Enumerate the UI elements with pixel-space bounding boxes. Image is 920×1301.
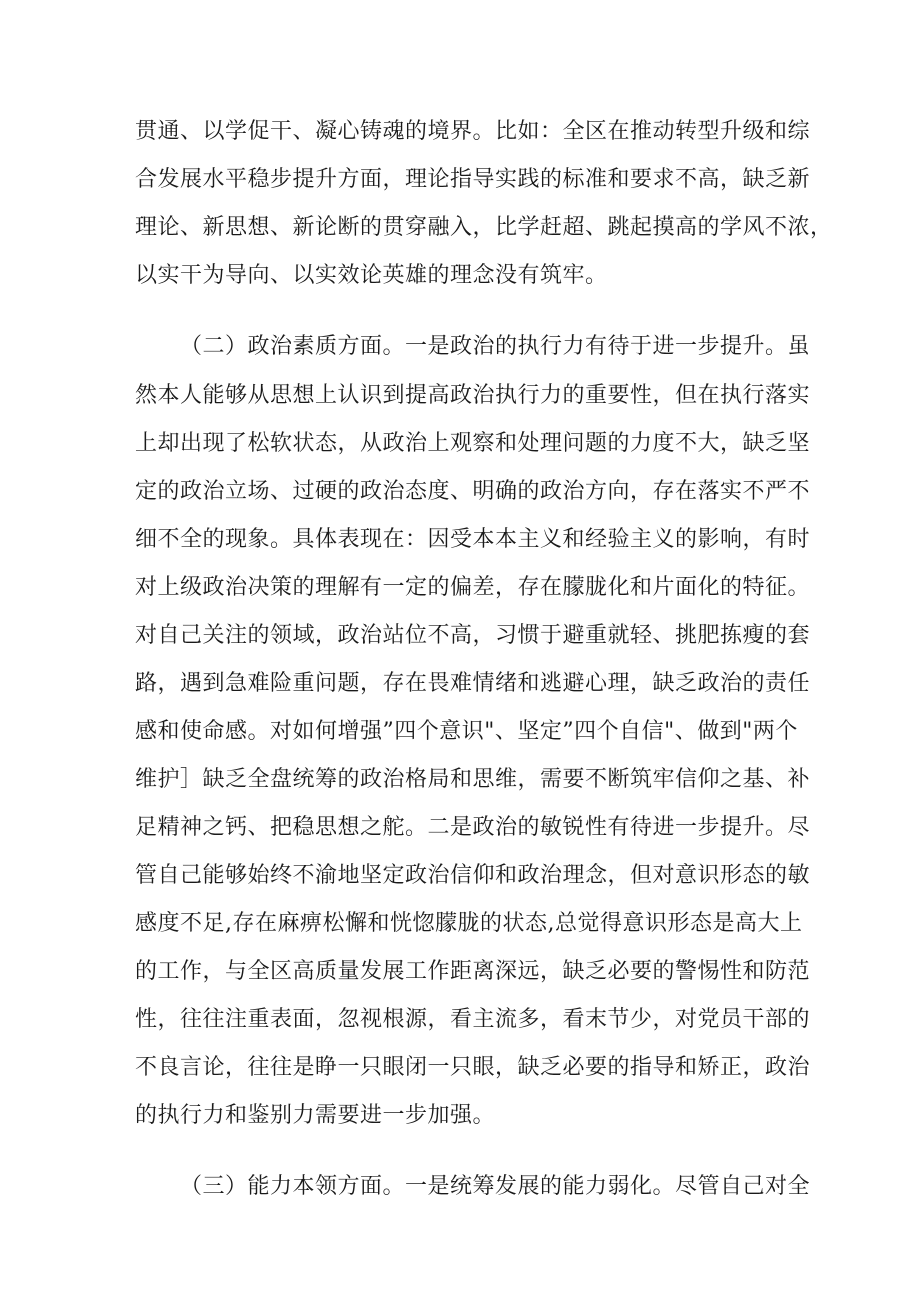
text-line: 理论、新思想、新论断的贯穿融入，比学赶超、跳起摸高的学风不浓， — [135, 215, 833, 240]
text-line: （二）政治素质方面。一是政治的执行力有待于进一步提升。虽 — [180, 334, 811, 359]
text-line: 维护］缺乏全盘统筹的政治格局和思维，需要不断筑牢信仰之基、补 — [135, 767, 811, 792]
text-line: 对自己关注的领域，政治站位不高，习惯于避重就轻、挑肥拣瘦的套 — [135, 623, 811, 648]
text-line: （三）能力本领方面。一是统筹发展的能力弱化。尽管自己对全 — [180, 1174, 811, 1199]
text-line: 感度不足,存在麻痹松懈和恍惚朦胧的状态,总觉得意识形态是高大上 — [135, 911, 803, 936]
text-line: 上却出现了松软状态，从政治上观察和处理问题的力度不大，缺乏坚 — [135, 431, 811, 456]
text-line: 不良言论，往往是睁一只眼闭一只眼，缺乏必要的指导和矫正，政治 — [135, 1055, 811, 1080]
text-line: 细不全的现象。具体表现在：因受本本主义和经验主义的影响，有时 — [135, 527, 811, 552]
text-line: 感和使命感。对如何增强”四个意识"、坚定”四个自信"、做到"两个 — [135, 719, 798, 744]
text-line: 定的政治立场、过硬的政治态度、明确的政治方向，存在落实不严不 — [135, 479, 811, 504]
text-line: 对上级政治决策的理解有一定的偏差，存在朦胧化和片面化的特征。 — [135, 575, 811, 600]
text-line: 的执行力和鉴别力需要进一步加强。 — [135, 1103, 496, 1128]
text-line: 的工作，与全区高质量发展工作距离深远，缺乏必要的警惕性和防范 — [135, 959, 811, 984]
text-line: 然本人能够从思想上认识到提高政治执行力的重要性，但在执行落实 — [135, 383, 811, 408]
text-line: 以实干为导向、以实效论英雄的理念没有筑牢。 — [135, 263, 608, 288]
text-line: 合发展水平稳步提升方面，理论指导实践的标准和要求不高，缺乏新 — [135, 167, 811, 192]
text-line: 管自己能够始终不渝地坚定政治信仰和政治理念，但对意识形态的敏 — [135, 863, 811, 888]
text-line: 性，往往注重表面，忽视根源，看主流多，看末节少，对党员干部的 — [135, 1007, 811, 1032]
text-line: 路，遇到急难险重问题，存在畏难情绪和逃避心理，缺乏政治的责任 — [135, 671, 811, 696]
text-line: 贯通、以学促干、凝心铸魂的境界。比如：全区在推动转型升级和综 — [135, 119, 811, 144]
text-line: 足精神之钙、把稳思想之舵。二是政治的敏锐性有待进一步提升。尽 — [135, 815, 811, 840]
